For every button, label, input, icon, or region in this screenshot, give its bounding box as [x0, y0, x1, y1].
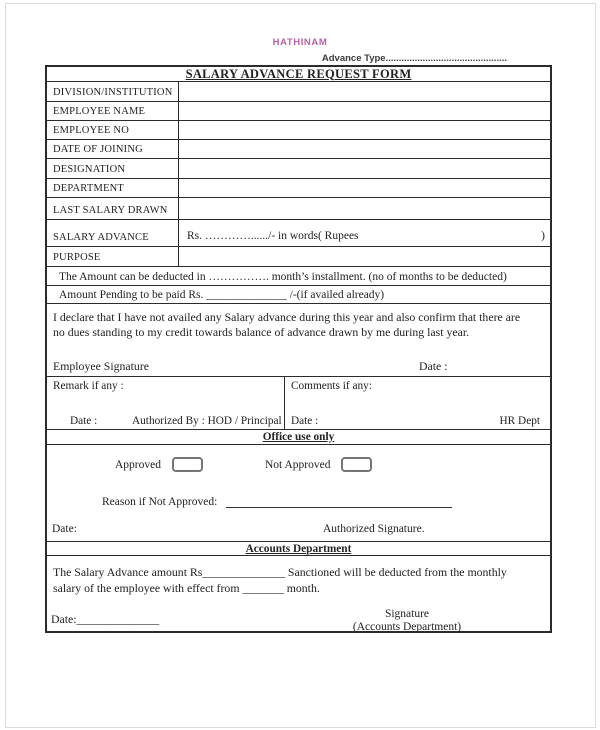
authorized-by-label: Authorized By : HOD / Principal — [132, 415, 282, 427]
field-label-salary-advance: SALARY ADVANCE — [47, 220, 179, 246]
accounts-date-blank[interactable]: ______________ — [76, 612, 160, 626]
accounts-text — [53, 564, 530, 596]
employee-signature-line — [47, 359, 550, 374]
field-row-purpose — [47, 247, 550, 267]
accounts-body — [47, 556, 550, 635]
field-row-designation — [47, 159, 550, 179]
field-value-employee-name[interactable] — [179, 102, 550, 120]
office-use-body — [47, 445, 550, 542]
field-row-department — [47, 179, 550, 198]
field-label-purpose: PURPOSE — [47, 247, 179, 266]
comments-cell[interactable] — [285, 377, 550, 429]
field-label-date-of-joining: DATE OF JOINING — [47, 140, 179, 158]
accounts-text-part2: Sanctioned will be deducted from the monthly salary of the employee with effect from — [53, 565, 507, 595]
field-row-last-salary — [47, 198, 550, 220]
deduction-note: The Amount can be deducted in ……………. month’s installment. (no of months to be deducted) — [59, 271, 507, 283]
field-value-salary-advance[interactable] — [179, 220, 550, 246]
field-value-date-of-joining[interactable] — [179, 140, 550, 158]
field-value-purpose[interactable] — [179, 247, 550, 266]
field-value-department[interactable] — [179, 179, 550, 197]
reason-label: Reason if Not Approved: — [102, 496, 218, 508]
field-label-department: DEPARTMENT — [47, 179, 179, 197]
field-label-designation: DESIGNATION — [47, 159, 179, 178]
comments-label: Comments if any: — [291, 380, 372, 392]
office-use-title: Office use only — [262, 431, 335, 443]
field-row-employee-name — [47, 102, 550, 121]
office-date-label: Date: — [52, 523, 77, 535]
not-approved-label: Not Approved — [265, 458, 331, 471]
accounts-date-line — [51, 612, 159, 627]
remark-cell[interactable] — [47, 377, 285, 429]
brand-logo-text: HATHINAM — [272, 37, 328, 48]
field-value-designation[interactable] — [179, 159, 550, 178]
salary-advance-form — [45, 65, 552, 633]
field-row-division — [47, 82, 550, 102]
approved-checkbox[interactable] — [172, 457, 203, 472]
accounts-title: Accounts Department — [245, 542, 352, 555]
remark-date-label: Date : — [70, 415, 98, 427]
authorized-signature-label: Authorized Signature. — [323, 523, 425, 535]
field-label-division: DIVISION/INSTITUTION — [47, 82, 179, 101]
approved-label: Approved — [115, 458, 161, 471]
declaration-text: I declare that I have not availed any Salary advance during this year and also confirm that there are no dues standing to my credit towards balance of advance drawn by me during last year. — [53, 310, 521, 339]
accounts-header — [47, 542, 550, 556]
field-value-employee-no[interactable] — [179, 121, 550, 139]
office-use-header — [47, 430, 550, 445]
hr-dept-label: HR Dept — [499, 415, 540, 427]
field-label-last-salary: LAST SALARY DRAWN — [47, 198, 179, 219]
field-row-date-of-joining — [47, 140, 550, 159]
field-label-employee-name: EMPLOYEE NAME — [47, 102, 179, 120]
deduction-note-row — [47, 267, 550, 286]
field-label-employee-no: EMPLOYEE NO — [47, 121, 179, 139]
employee-date-label: Date : — [419, 359, 448, 373]
pending-note: Amount Pending to be paid Rs. ______________ /-(if availed already) — [59, 289, 385, 301]
salary-advance-rupees-text: Rs. …………....../- in words( Rupees — [187, 230, 359, 242]
accounts-month-blank[interactable]: _______ — [242, 581, 284, 595]
reason-line — [102, 495, 452, 508]
pending-note-row — [47, 286, 550, 304]
form-title-row — [47, 67, 550, 82]
salary-advance-close-paren: ) — [541, 230, 545, 242]
comments-date-label: Date : — [291, 415, 319, 427]
field-value-last-salary[interactable] — [179, 198, 550, 219]
field-row-employee-no — [47, 121, 550, 140]
employee-signature-label: Employee Signature — [53, 359, 149, 373]
advance-type-label: Advance Type.............................................. — [321, 53, 507, 64]
field-value-division[interactable] — [179, 82, 550, 101]
remark-comments-row — [47, 377, 550, 430]
not-approved-checkbox[interactable] — [341, 457, 372, 472]
reason-blank-line[interactable] — [226, 495, 452, 508]
field-row-salary-advance — [47, 220, 550, 247]
accounts-date-label: Date: — [51, 612, 77, 626]
accounts-signature-label: Signature — [384, 608, 430, 620]
form-title: SALARY ADVANCE REQUEST FORM — [185, 66, 412, 81]
remark-label: Remark if any : — [53, 380, 124, 392]
accounts-signature-sub-label: (Accounts Department) — [352, 621, 462, 633]
accounts-text-part3: month. — [283, 581, 320, 595]
declaration-block — [47, 304, 550, 377]
accounts-amount-blank[interactable]: ______________ — [202, 565, 285, 579]
accounts-signature-block — [297, 608, 517, 634]
approval-line — [115, 457, 372, 472]
accounts-text-part1: The Salary Advance amount Rs — [53, 565, 203, 579]
